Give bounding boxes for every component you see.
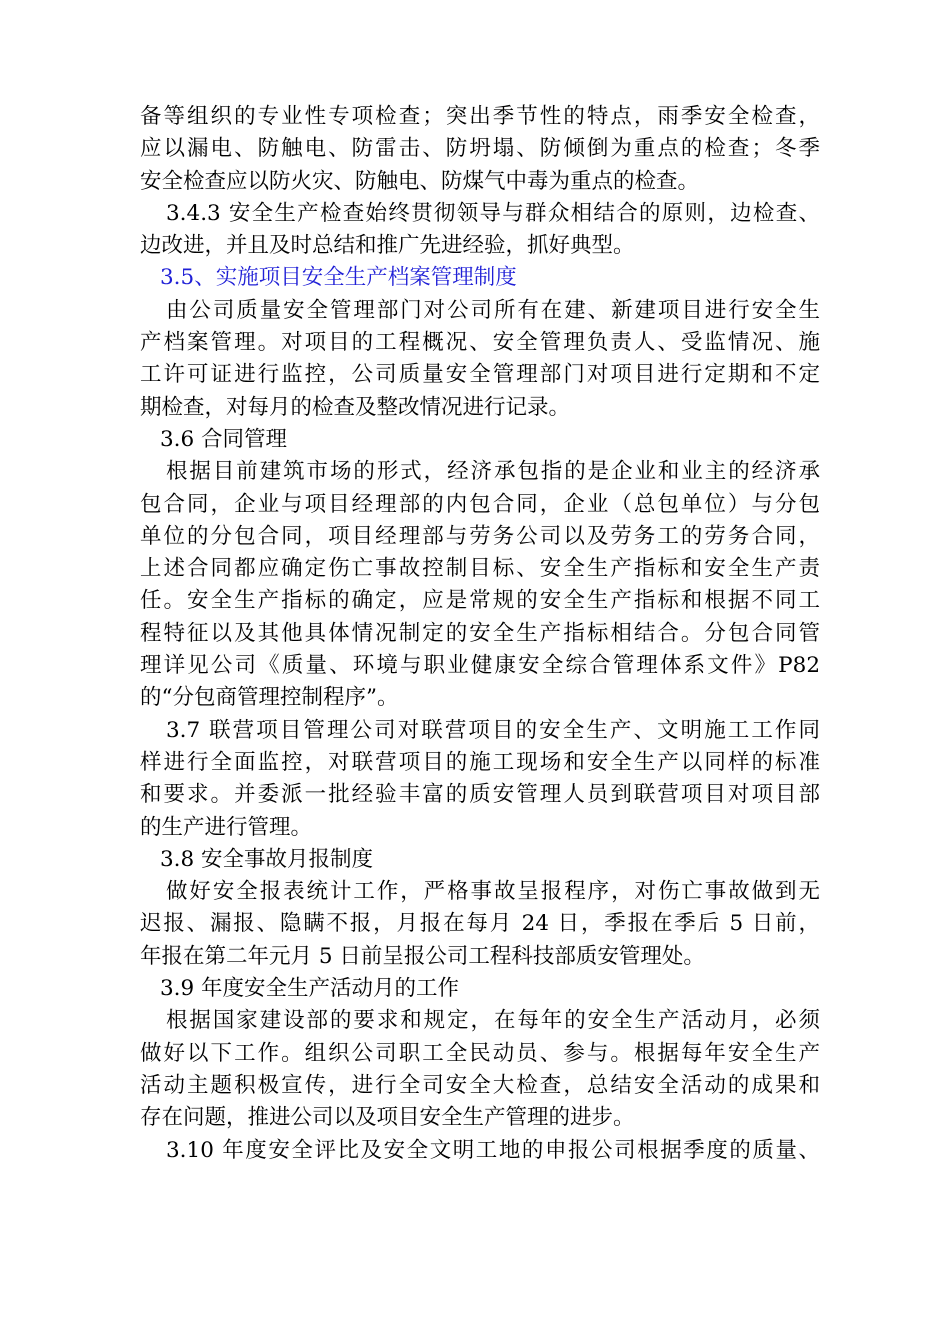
body-text-line: 迟报、漏报、隐瞒不报，月报在每月 24 日，季报在季后 5 日前， [140, 911, 820, 937]
section-heading: 3.9 年度安全生产活动月的工作 [160, 976, 460, 1002]
body-text-line: 3.7 联营项目管理公司对联营项目的安全生产、文明施工工作同 [166, 717, 820, 743]
body-text-line: 存在问题，推进公司以及项目安全生产管理的进步。 [140, 1105, 635, 1131]
body-text-line: 上述合同都应确定伤亡事故控制目标、安全生产指标和安全生产责 [140, 556, 820, 582]
body-text-line: 和要求。并委派一批经验丰富的质安管理人员到联营项目对项目部 [140, 782, 820, 808]
section-heading: 3.5、实施项目安全生产档案管理制度 [160, 265, 517, 291]
body-text-line: 备等组织的专业性专项检查；突出季节性的特点，雨季安全检查， [140, 104, 820, 129]
body-text-line: 理详见公司《质量、环境与职业健康安全综合管理体系文件》P82 [140, 653, 820, 679]
body-text-line: 边改进，并且及时总结和推广先进经验，抓好典型。 [140, 233, 635, 259]
body-text-line: 根据目前建筑市场的形式，经济承包指的是企业和业主的经济承 [166, 459, 820, 485]
body-text-line: 做好以下工作。组织公司职工全民动员、参与。根据每年安全生产 [140, 1040, 820, 1066]
body-text-line: 任。安全生产指标的确定，应是常规的安全生产指标和根据不同工 [140, 588, 820, 614]
body-text-line: 工许可证进行监控，公司质量安全管理部门对项目进行定期和不定 [140, 362, 820, 388]
body-text-line: 3.4.3 安全生产检查始终贯彻领导与群众相结合的原则，边检查、 [166, 200, 820, 226]
body-text-line: 单位的分包合同，项目经理部与劳务公司以及劳务工的劳务合同， [140, 523, 820, 549]
body-text-line: 期检查，对每月的检查及整改情况进行记录。 [140, 394, 571, 420]
body-text-line: 安全检查应以防火灾、防触电、防煤气中毒为重点的检查。 [140, 168, 700, 194]
body-text-line: 包合同，企业与项目经理部的内包合同，企业（总包单位）与分包 [140, 491, 820, 517]
body-text-line: 样进行全面监控，对联营项目的施工现场和安全生产以同样的标准 [140, 749, 820, 775]
body-text-line: 程特征以及其他具体情况制定的安全生产指标相结合。分包合同管 [140, 620, 820, 646]
section-heading: 3.8 安全事故月报制度 [160, 846, 374, 872]
body-text-line: 的“分包商管理控制程序”。 [140, 685, 399, 711]
body-text-line: 产档案管理。对项目的工程概况、安全管理负责人、受监情况、施 [140, 330, 820, 356]
body-text-line: 年报在第二年元月 5 日前呈报公司工程科技部质安管理处。 [140, 943, 705, 969]
body-text-line: 根据国家建设部的要求和规定，在每年的安全生产活动月，必须 [166, 1008, 820, 1034]
body-text-line: 做好安全报表统计工作，严格事故呈报程序，对伤亡事故做到无 [166, 879, 820, 905]
document-body [140, 101, 820, 1167]
section-heading: 3.6 合同管理 [160, 426, 288, 452]
body-text-line: 3.10 年度安全评比及安全文明工地的申报公司根据季度的质量、 [166, 1137, 820, 1163]
body-text-line: 由公司质量安全管理部门对公司所有在建、新建项目进行安全生 [166, 297, 820, 323]
body-text-line: 的生产进行管理。 [140, 814, 313, 840]
body-text-line: 应以漏电、防触电、防雷击、防坍塌、防倾倒为重点的检查；冬季 [140, 136, 820, 162]
body-text-line: 活动主题积极宣传，进行全司安全大检查，总结安全活动的成果和 [140, 1072, 820, 1098]
